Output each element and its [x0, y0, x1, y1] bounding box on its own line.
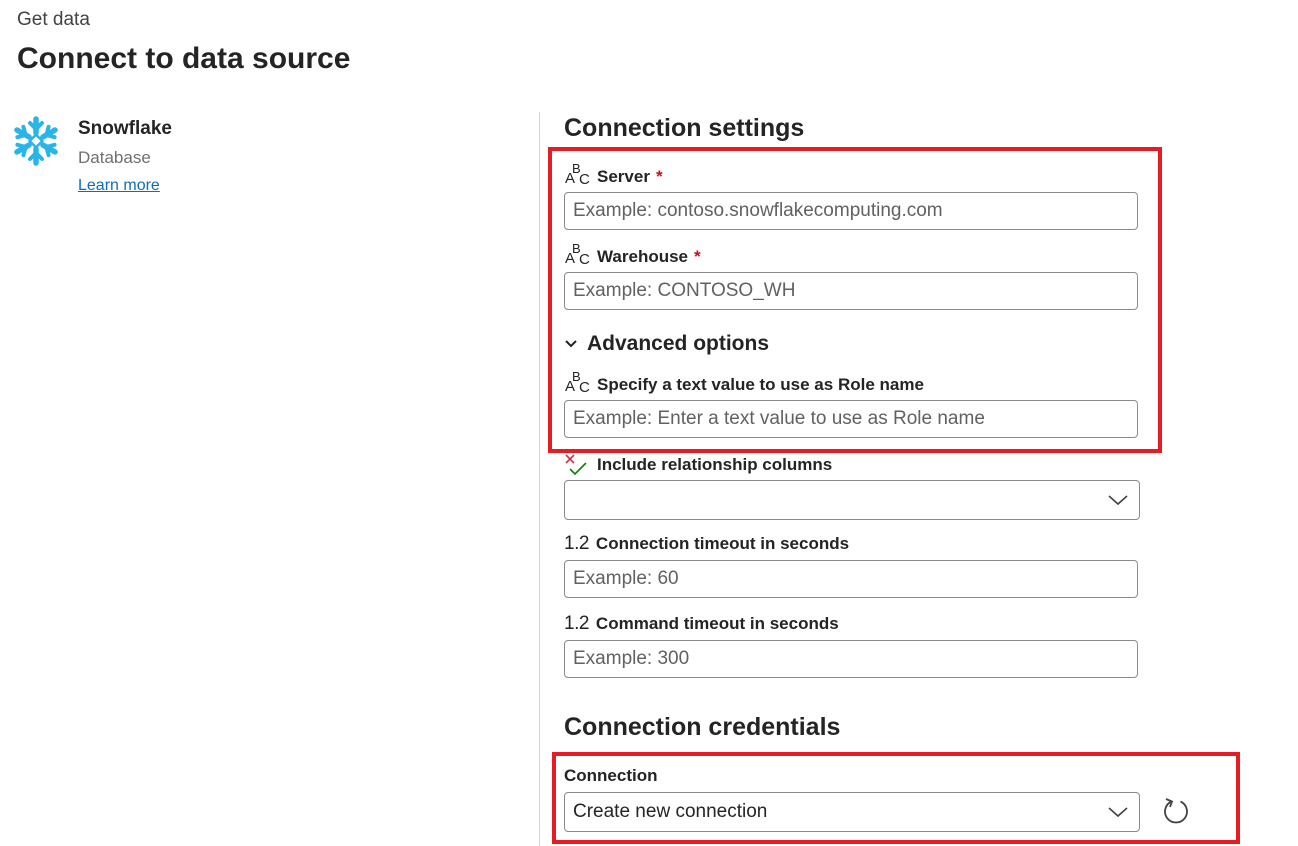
server-input[interactable]: [564, 192, 1138, 230]
advanced-options-toggle[interactable]: [564, 332, 769, 356]
number-icon: 1.2: [564, 613, 589, 634]
chevron-down-icon: [1107, 805, 1129, 819]
abc-icon: A B C: [565, 161, 590, 188]
snowflake-logo: [10, 115, 62, 167]
abc-icon: A B C: [565, 241, 590, 268]
command-timeout-label: [564, 613, 839, 635]
abc-icon: A B C: [565, 369, 590, 396]
breadcrumb-get-data: Get data: [17, 9, 90, 30]
source-name: Snowflake: [78, 118, 172, 139]
relationship-columns-label: [564, 453, 832, 477]
page-title: Connect to data source: [17, 42, 351, 75]
warehouse-label-text: Warehouse: [597, 247, 689, 266]
required-mark: *: [655, 167, 663, 186]
connection-credentials-title: Connection credentials: [564, 713, 841, 741]
server-label-text: Server: [597, 167, 650, 186]
connection-timeout-label-text: Connection timeout in seconds: [595, 534, 850, 553]
number-icon: 1.2: [564, 533, 589, 554]
refresh-icon[interactable]: [1161, 795, 1191, 825]
chevron-down-icon: [1107, 493, 1129, 507]
role-name-label-text: Specify a text value to use as Role name: [597, 375, 924, 394]
connection-timeout-label: [564, 533, 849, 555]
warehouse-label: [564, 241, 701, 269]
relationship-columns-label-text: Include relationship columns: [597, 455, 833, 474]
server-label: [564, 161, 663, 189]
command-timeout-label-text: Command timeout in seconds: [595, 614, 839, 633]
connection-selected-value: Create new connection: [573, 801, 768, 822]
command-timeout-input[interactable]: [564, 640, 1138, 678]
panel-divider: [539, 112, 540, 846]
connection-timeout-input[interactable]: [564, 560, 1138, 598]
source-category: Database: [78, 148, 151, 167]
role-name-label: [564, 369, 924, 397]
relationship-columns-dropdown[interactable]: [564, 480, 1140, 520]
learn-more-link[interactable]: Learn more: [78, 177, 160, 194]
required-mark: *: [694, 247, 701, 266]
connection-settings-title: Connection settings: [564, 114, 805, 142]
chevron-down-icon: [564, 339, 578, 349]
connection-label: Connection: [564, 766, 658, 785]
connection-dropdown[interactable]: [564, 792, 1140, 832]
advanced-options-label: Advanced options: [587, 332, 770, 355]
check-cross-icon: [564, 453, 590, 477]
role-name-input[interactable]: [564, 400, 1138, 438]
warehouse-input[interactable]: [564, 272, 1138, 310]
